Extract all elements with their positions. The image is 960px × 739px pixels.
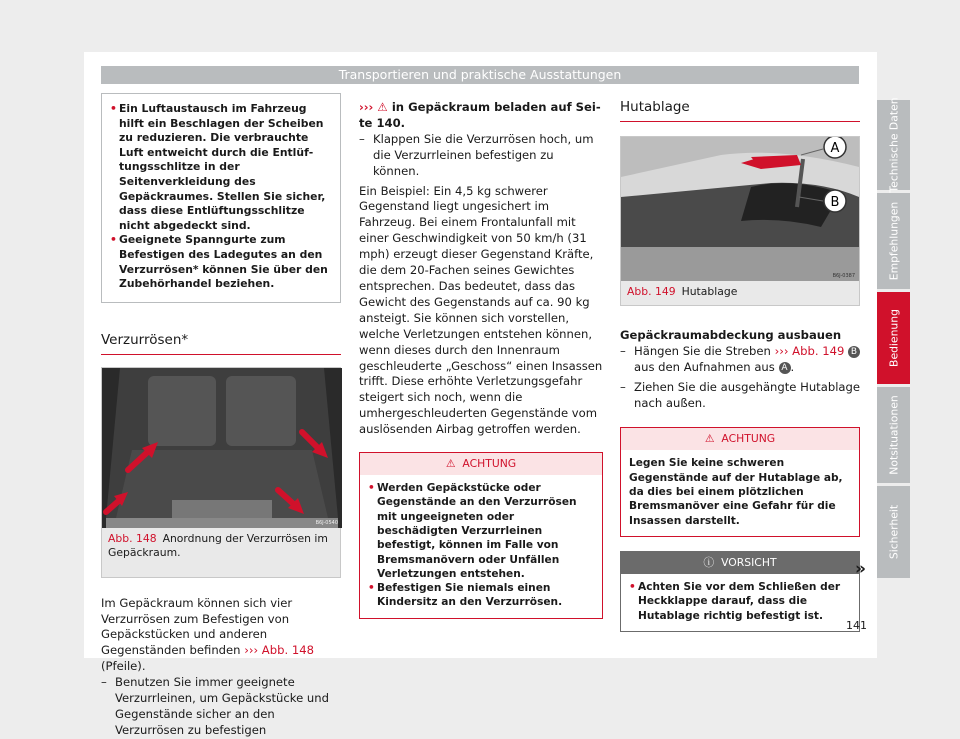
warning-box bbox=[359, 452, 603, 619]
figure-code: B6J-0540 bbox=[315, 519, 338, 526]
instruction-item: – Ziehen Sie die ausgehängte Hutablage nach außen. bbox=[620, 379, 861, 410]
subheading: Gepäckraumabdeckung ausbauen bbox=[620, 327, 842, 342]
figure-parcel-shelf bbox=[620, 136, 860, 306]
label-b-badge: B bbox=[848, 346, 860, 358]
cross-reference: ››› ⚠ in Gepäckraum beladen auf Seite 140. bbox=[359, 100, 601, 130]
tab-empfehlungen[interactable]: Empfehlungen bbox=[877, 193, 910, 289]
figure-label-a: A bbox=[830, 140, 840, 156]
instruction-item: – Hängen Sie die Streben ››› Abb. 149 B aus den Aufnahmen aus A . bbox=[620, 344, 860, 376]
warning-item: • Werden Gepäckstücke oder Gegenstände an den Verzurrösen mit ungeeigneten oder beschädigten Verzurrleinen befestigt, können im Falle von Bremsmanövern oder Unfällen Verletzungen entstehen. bbox=[368, 482, 577, 580]
instruction-item: – Benutzen Sie immer geeignete Verzurrleinen, um Gepäckstücke und Gegenstände sicher an den Verzurrösen zu befestigen bbox=[101, 675, 329, 737]
figure-label-b: B bbox=[830, 194, 840, 210]
column-left bbox=[101, 93, 341, 739]
body-paragraph: Ein Beispiel: Ein 4,5 kg schwerer Gegenstand liegt ungesichert im Fahrzeug. Bei einem Frontalunfall mit einer Geschwindigkeit von 50 km/h (31 mph) erzeugt dieser Gegenstand Kräfte, die dem 20-Fachen seines Gewichtes entsprechen. Das bedeutet, dass das Gewicht des Gegenstands auf ca. 90 kg ansteigt. Sie können sich vorstellen, welche Verletzungen entstehen können, wenn dieses durch den Innenraum geschleuderte „Geschoss“ einen Insassen trifft. Diese erhöhte Verletzungsgefahr steigert sich noch, wenn die umhergeschleuderten Gegenstände vom auslösenden Airbag getroffen werden. bbox=[359, 183, 603, 437]
continue-mark: » bbox=[855, 559, 866, 579]
warning-header: ⚠ ACHTUNG bbox=[621, 428, 859, 450]
warning-body: Legen Sie keine schweren Gegenstände auf der Hutablage ab, da dies bei einem plötzlichen Bremsmanöver eine Gefahr für die Insassen darstellt. bbox=[629, 457, 843, 527]
tip-box bbox=[101, 93, 341, 303]
column-right bbox=[620, 100, 860, 632]
caution-box bbox=[620, 551, 860, 632]
section-title: Hutablage bbox=[620, 100, 860, 122]
label-a-badge: A bbox=[779, 362, 791, 374]
trunk-illustration bbox=[102, 368, 342, 528]
warning-header: ⚠ ACHTUNG bbox=[360, 453, 602, 475]
warning-body bbox=[360, 475, 602, 618]
figure-code: B6J-0387 bbox=[832, 272, 855, 279]
parcel-shelf-illustration bbox=[621, 137, 859, 281]
warning-item: • Befestigen Sie niemals einen Kindersitz an den Verzurrösen. bbox=[368, 582, 563, 609]
warning-icon: ⚠ bbox=[445, 457, 456, 471]
tab-bedienung[interactable]: Bedienung bbox=[877, 292, 910, 384]
figure-link[interactable]: ››› Abb. 149 bbox=[774, 343, 845, 358]
section-title: Verzurrösen* bbox=[101, 333, 341, 355]
tip-item: • Ein Luftaustausch im Fahrzeug hilft ein Beschlagen der Scheiben zu reduzieren. Die verbrauchte Luft entweicht durch die Entlüftungsschlitze in der Seitenverkleidung des Gepäckraumes. Stellen Sie sicher, dass diese Entlüftungsschlitze nicht abgedeckt sind. bbox=[110, 102, 326, 232]
figure-link[interactable]: ››› Abb. 148 bbox=[244, 643, 314, 658]
tab-sicherheit[interactable]: Sicherheit bbox=[877, 486, 910, 578]
column-middle bbox=[359, 100, 603, 619]
warning-icon: ⚠ bbox=[377, 100, 388, 114]
caution-body: • Achten Sie vor dem Schließen der Heckklappe darauf, dass die Hutablage richtig befestigt ist. bbox=[629, 580, 841, 622]
warning-box bbox=[620, 427, 860, 536]
figure-caption: Abb. 148 Anordnung der Verzurrösen im Gepäckraum. bbox=[108, 531, 328, 559]
page-header: Transportieren und praktische Ausstattungen bbox=[101, 66, 859, 84]
side-tabs bbox=[877, 97, 910, 581]
info-icon: ⓘ bbox=[703, 555, 715, 569]
tab-technische-daten[interactable]: Technische Daten bbox=[877, 100, 910, 190]
instruction-item: – Klappen Sie die Verzurrösen hoch, um die Verzurrleinen befestigen zu können. bbox=[359, 131, 594, 178]
tip-item: • Geeignete Spanngurte zum Befestigen des Ladegutes an den Verzurrösen* können Sie über den Zubehörhandel beziehen. bbox=[110, 233, 328, 291]
figure-trunk bbox=[101, 367, 341, 578]
page-number: 141 bbox=[846, 619, 867, 632]
warning-icon: ⚠ bbox=[704, 432, 715, 446]
body-paragraph: Im Gepäckraum können sich vier Verzurrösen zum Befestigen von Gepäckstücken und anderen Gegenständen befinden ››› Abb. 148 (Pfeile). bbox=[101, 595, 314, 674]
tab-notsituationen[interactable]: Notsituationen bbox=[877, 387, 910, 483]
figure-caption: Abb. 149 Hutablage bbox=[627, 284, 738, 298]
caution-header: ⓘ VORSICHT bbox=[621, 552, 859, 574]
